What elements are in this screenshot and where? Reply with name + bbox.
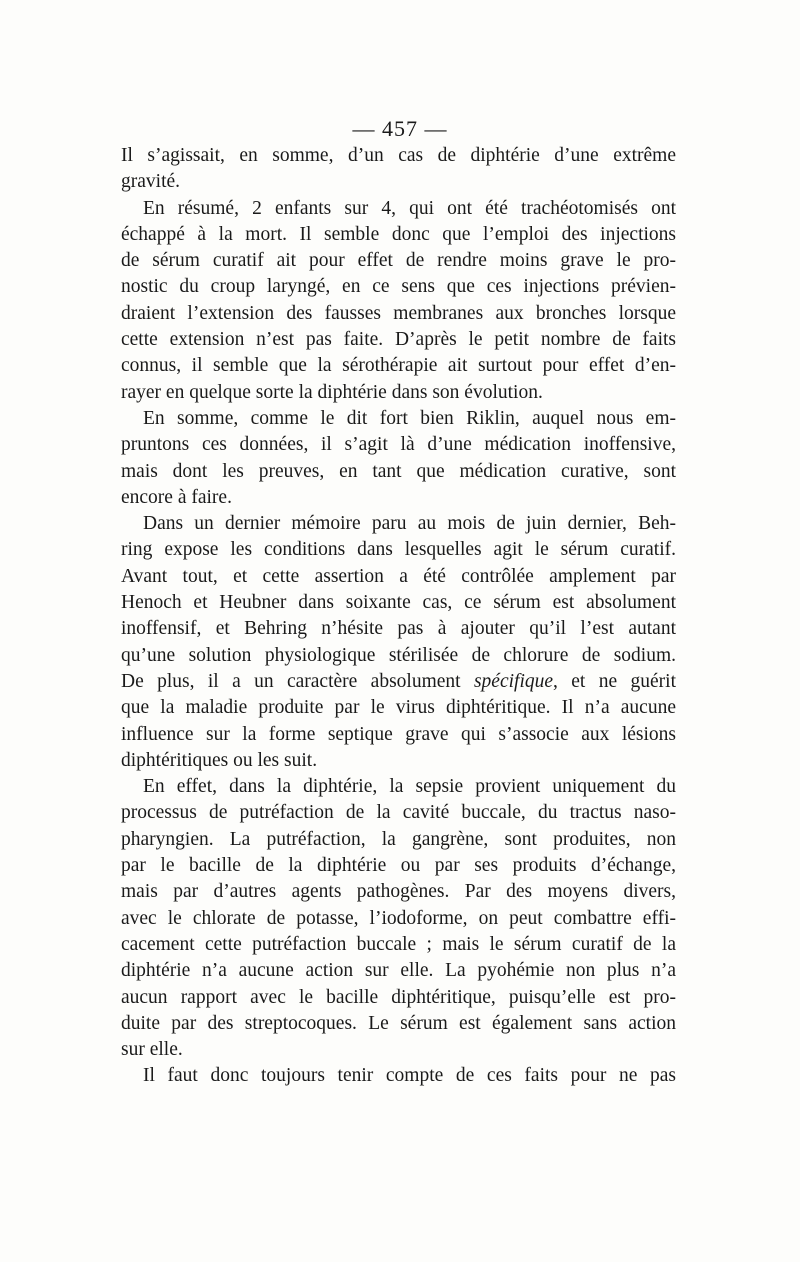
text-line: aucun rapport avec le bacille diphtéritique, puisqu’elle est pro- [121, 986, 676, 1008]
text-line: influence sur la forme septique grave qui s’associe aux lésions [121, 723, 676, 745]
text-line: encore à faire. [121, 486, 232, 508]
text-line: nostic du croup laryngé, en ce sens que ces injections prévien- [121, 276, 676, 298]
text-line: En résumé, 2 enfants sur 4, qui ont été trachéotomisés ont [143, 197, 676, 219]
text-line: rayer en quelque sorte la diphtérie dans son évolution. [121, 381, 543, 403]
text-line: duite par des streptocoques. Le sérum est également sans action [121, 1012, 676, 1034]
text-line: De plus, il a un caractère absolument spécifique, et ne guérit [121, 670, 676, 692]
body-text [121, 143, 676, 1090]
text-line: pruntons ces données, il s’agit là d’une médication inoffensive, [121, 434, 676, 456]
text-line: qu’une solution physiologique stérilisée de chlorure de sodium. [121, 644, 676, 666]
text-line: diphtérie n’a aucune action sur elle. La pyohémie non plus n’a [121, 960, 676, 982]
text-line: cacement cette putréfaction buccale ; mais le sérum curatif de la [121, 933, 676, 955]
text-line: Avant tout, et cette assertion a été contrôlée amplement par [121, 565, 676, 587]
text-line: gravité. [121, 171, 181, 193]
text-line: mais dont les preuves, en tant que médication curative, sont [121, 460, 676, 482]
text-line: En effet, dans la diphtérie, la sepsie provient uniquement du [143, 776, 676, 798]
page-number: — 457 — [352, 116, 448, 141]
text-line: inoffensif, et Behring n’hésite pas à ajouter qu’il l’est autant [121, 618, 676, 640]
text-line: de sérum curatif ait pour effet de rendre moins grave le pro- [121, 250, 676, 272]
text-line: diphtéritiques ou les suit. [121, 749, 318, 771]
text-line: connus, il semble que la sérothérapie ait surtout pour effet d’en- [121, 355, 676, 377]
text-line: sur elle. [121, 1039, 183, 1061]
text-line: En somme, comme le dit fort bien Riklin, auquel nous em- [143, 407, 676, 429]
text-line: échappé à la mort. Il semble donc que l’emploi des injections [121, 223, 676, 245]
text-line: ring expose les conditions dans lesquelles agit le sérum curatif. [121, 539, 676, 561]
text-line: draient l’extension des fausses membranes aux bronches lorsque [121, 302, 676, 324]
text-line: cette extension n’est pas faite. D’après le petit nombre de faits [121, 329, 676, 351]
text-line: par le bacille de la diphtérie ou par ses produits d’échange, [121, 855, 676, 877]
text-line: que la maladie produite par le virus diphtéritique. Il n’a aucune [121, 697, 676, 719]
text-line: mais par d’autres agents pathogènes. Par des moyens divers, [121, 881, 676, 903]
text-line: avec le chlorate de potasse, l’iodoforme, on peut combattre effi- [121, 907, 676, 929]
text-line: Il faut donc toujours tenir compte de ces faits pour ne pas [143, 1065, 676, 1087]
text-line: processus de putréfaction de la cavité buccale, du tractus naso- [121, 802, 676, 824]
text-line: Dans un dernier mémoire paru au mois de juin dernier, Beh- [143, 513, 676, 535]
text-line: pharyngien. La putréfaction, la gangrène, sont produites, non [121, 828, 676, 850]
text-line: Il s’agissait, en somme, d’un cas de diphtérie d’une extrême [121, 145, 676, 166]
emphasis: spécifique [473, 670, 554, 692]
text-line: Henoch et Heubner dans soixante cas, ce sérum est absolument [121, 592, 676, 614]
